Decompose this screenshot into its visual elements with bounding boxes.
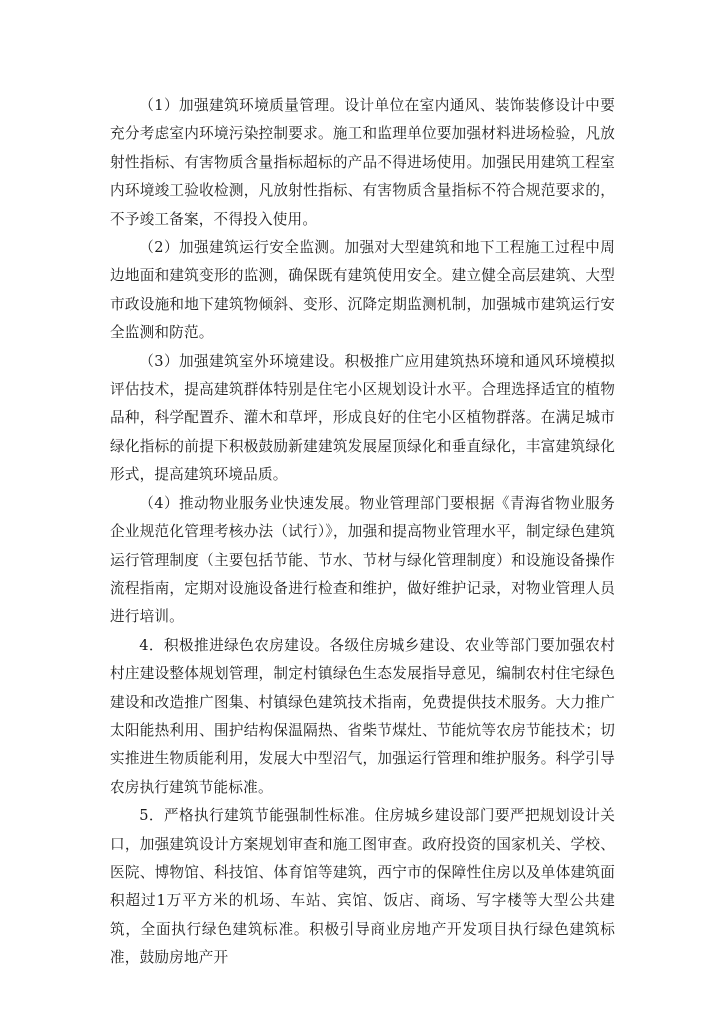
paragraph-property-services: （4）推动物业服务业快速发展。物业管理部门要根据《青海省物业服务企业规范化管理考核办法（试行）》，加强和提高物业管理水平，制定绿色建筑运行管理制度（主要包括节能、节水、节材与绿化管理制度）和设施设备操作流程指南，定期对设施设备进行检查和维护，做好维护记录，对物业管理人员进行培训。 — [110, 494, 615, 626]
paragraph-operation-safety: （2）加强建筑运行安全监测。加强对大型建筑和地下工程施工过程中周边地面和建筑变形的监测，确保既有建筑使用安全。建立健全高层建筑、大型市政设施和地下建筑物倾斜、变形、沉降定期监测机制，加强城市建筑运行安全监测和防范。 — [110, 239, 615, 342]
document-body — [110, 92, 615, 973]
paragraph-energy-standards: 5．严格执行建筑节能强制性标准。住房城乡建设部门要严把规划设计关口，加强建筑设计方案规划审查和施工图审查。政府投资的国家机关、学校、医院、博物馆、科技馆、体育馆等建筑，西宁市的保障性住房以及单体建筑面积超过1万平方米的机场、车站、宾馆、饭店、商场、写字楼等大型公共建筑，全面执行绿色建筑标准。积极引导商业房地产开发项目执行绿色建筑标准，鼓励房地产开 — [110, 807, 615, 967]
paragraph-outdoor-environment: （3）加强建筑室外环境建设。积极推广应用建筑热环境和通风环境模拟评估技术，提高建筑群体特别是住宅小区规划设计水平。合理选择适宜的植物品种，科学配置乔、灌木和草坪，形成良好的住宅小区植物群落。在满足城市绿化指标的前提下积极鼓励新建建筑发展屋顶绿化和垂直绿化，丰富建筑绿化形式，提高建筑环境品质。 — [110, 352, 615, 484]
paragraph-indoor-environment: （1）加强建筑环境质量管理。设计单位在室内通风、装饰装修设计中要充分考虑室内环境污染控制要求。施工和监理单位要加强材料进场检验，凡放射性指标、有害物质含量指标超标的产品不得进场使用。加强民用建筑工程室内环境竣工验收检测，凡放射性指标、有害物质含量指标不符合规范要求的，不予竣工备案，不得投入使用。 — [110, 97, 615, 228]
paragraph-rural-housing: 4．积极推进绿色农房建设。各级住房城乡建设、农业等部门要加强农村村庄建设整体规划管理，制定村镇绿色生态发展指导意见，编制农村住宅绿色建设和改造推广图集、村镇绿色建筑技术指南，免费提供技术服务。大力推广太阳能热利用、围护结构保温隔热、省柴节煤灶、节能炕等农房节能技术；切实推进生物质能利用，发展大中型沼气，加强运行管理和维护服务。科学引导农房执行建筑节能标准。 — [110, 636, 615, 796]
